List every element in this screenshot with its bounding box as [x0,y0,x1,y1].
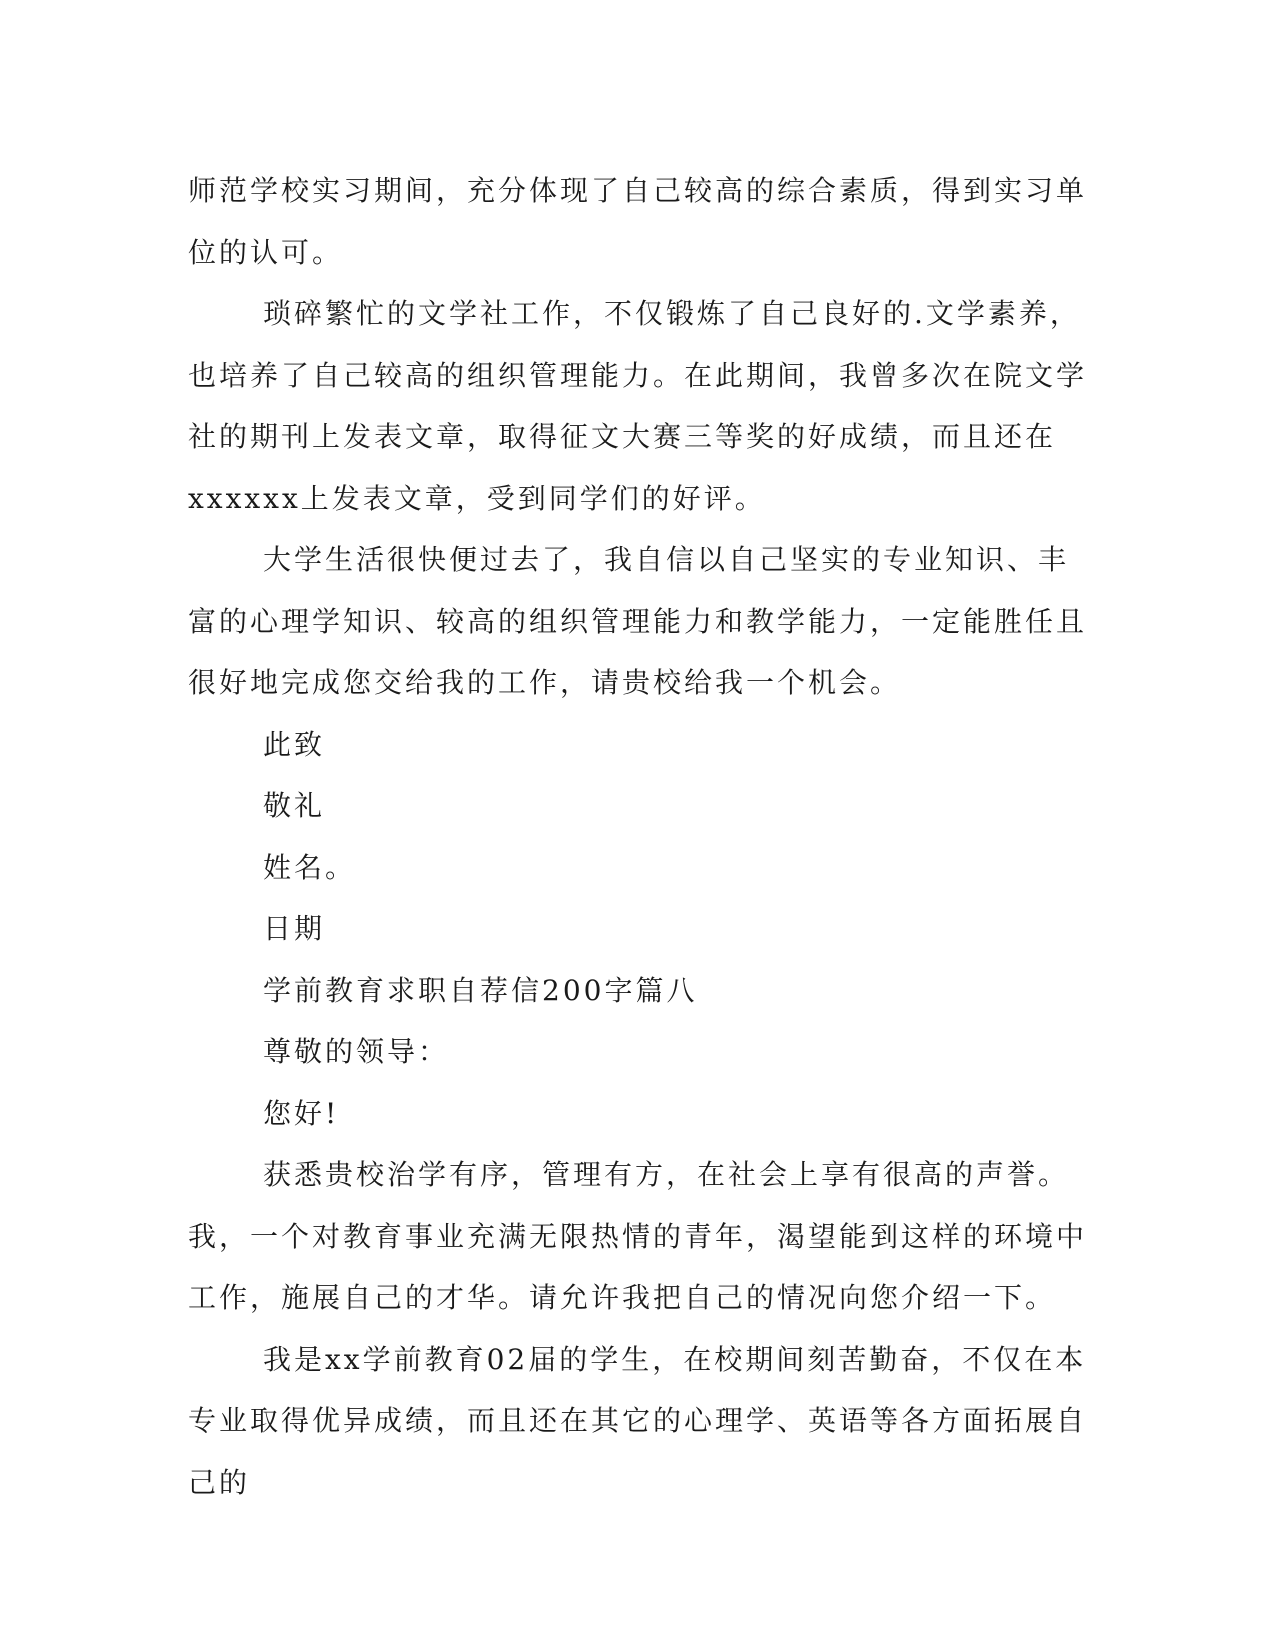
greeting-hello: 您好! [263,1096,340,1130]
paragraph-self-introduction: 我是xx学前教育02届的学生，在校期间刻苦勤奋，不仅在本专业取得优异成绩，而且还在其它的心理学、英语等各方面拓展自己的 [188,1342,1088,1499]
signature-date: 日期 [263,912,326,945]
closing-regards: 敬礼 [263,789,326,822]
greeting-recipient: 尊敬的领导： [263,1035,450,1068]
letter-body [188,160,1088,1513]
paragraph-literary-club: 琐碎繁忙的文学社工作，不仅锻炼了自己良好的.文学素养，也培养了自己较高的组织管理能力。在此期间，我曾多次在院文学社的期刊上发表文章，取得征文大赛三等奖的好成绩，而且还在xxxxxx上发表文章，受到同学们的好评。 [188,297,1088,515]
paragraph-internship: 师范学校实习期间，充分体现了自己较高的综合素质，得到实习单位的认可。 [188,174,1088,269]
paragraph-school-reputation: 获悉贵校治学有序，管理有方，在社会上享有很高的声誉。我，一个对教育事业充满无限热情的青年，渴望能到这样的环境中工作，施展自己的才华。请允许我把自己的情况向您介绍一下。 [188,1158,1088,1314]
signature-name: 姓名。 [263,850,357,884]
section-heading: 学前教育求职自荐信200字篇八 [263,973,698,1007]
paragraph-university-life: 大学生活很快便过去了，我自信以自己坚实的专业知识、丰富的心理学知识、较高的组织管理能力和教学能力，一定能胜任且很好地完成您交给我的工作，请贵校给我一个机会。 [188,543,1088,699]
closing-salutation: 此致 [263,727,326,761]
